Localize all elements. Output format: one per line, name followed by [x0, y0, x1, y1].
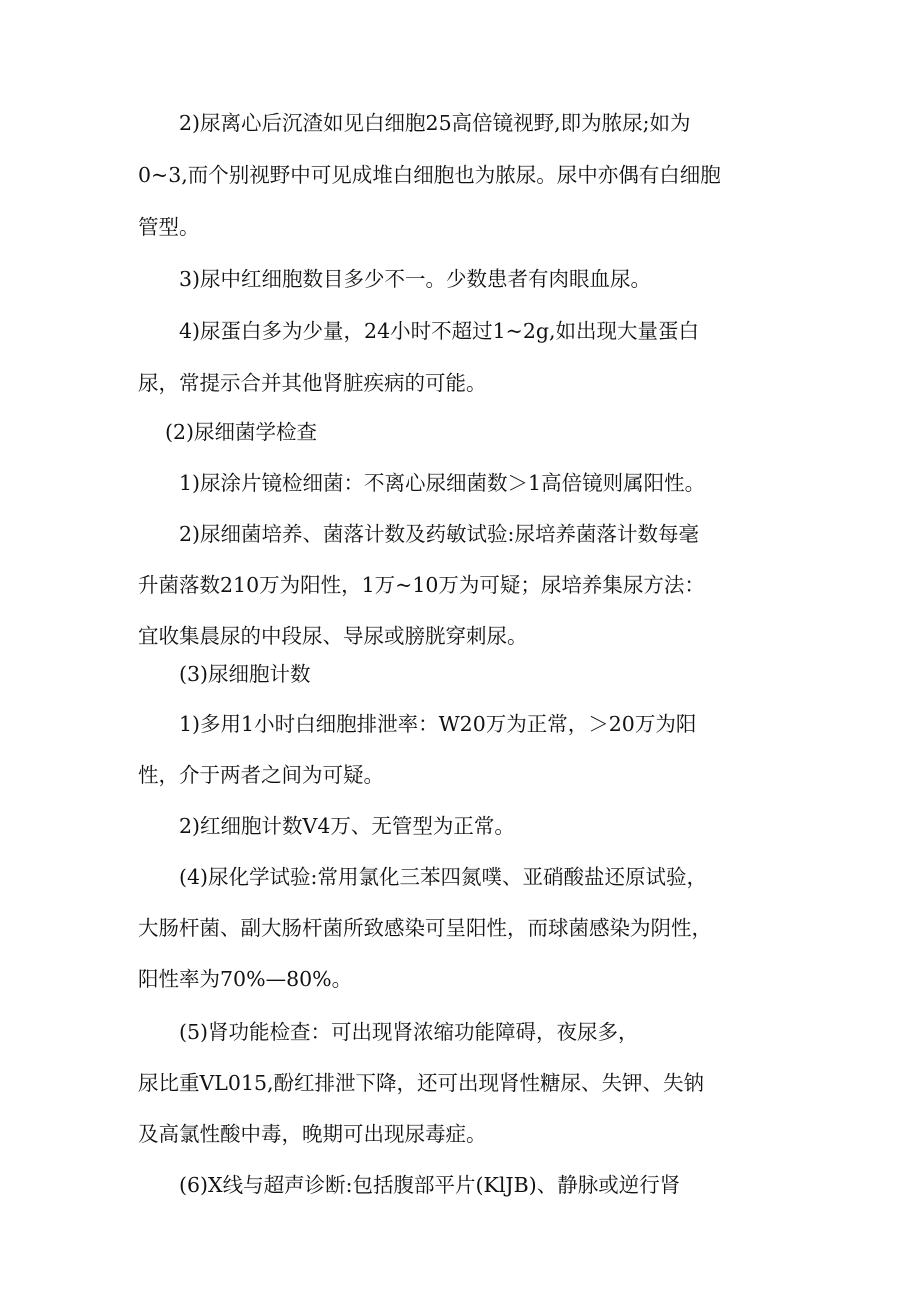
text-line: 升菌落数210万为阳性，1万~10万为可疑；尿培养集尿方法：: [138, 573, 705, 597]
text-line: 及高氯性酸中毒，晚期可出现尿毒症。: [138, 1122, 487, 1146]
section-heading: (3)尿细胞计数: [138, 662, 311, 686]
text-line: (5)肾功能检查：可出现肾浓缩功能障碍，夜尿多，: [138, 1020, 639, 1044]
text-line: 管型。: [138, 215, 200, 239]
text-line: 2)红细胞计数V4万、无管型为正常。: [138, 814, 515, 838]
text-line: 宜收集晨尿的中段尿、导尿或膀胱穿刺尿。: [138, 624, 528, 648]
text-line: 尿比重VL015,酚红排泄下降，还可出现肾性糖尿、失钾、失钠: [138, 1071, 705, 1095]
text-line: (4)尿化学试验:常用氯化三苯四氮噗、亚硝酸盐还原试验，: [138, 865, 707, 889]
text-line: 2)尿细菌培养、菌落计数及药敏试验:尿培养菌落计数每毫: [138, 522, 699, 546]
text-line: 性，介于两者之间为可疑。: [138, 763, 384, 787]
text-line: 3)尿中红细胞数目多少不一。少数患者有肉眼血尿。: [138, 267, 652, 291]
text-line: (6)X线与超声诊断:包括腹部平片(KlJB)、静脉或逆行肾: [138, 1173, 681, 1197]
text-line: 1)多用1小时白细胞排泄率：W20万为正常，＞20万为阳: [138, 712, 697, 736]
text-line: 1)尿涂片镜检细菌：不离心尿细菌数＞1高倍镜则属阳性。: [138, 471, 706, 495]
text-line: 2)尿离心后沉渣如见白细胞25高倍镜视野,即为脓尿;如为: [138, 111, 691, 135]
text-line: 尿，常提示合并其他肾脏疾病的可能。: [138, 371, 487, 395]
section-heading: (2)尿细菌学检查: [138, 420, 318, 444]
text-line: 阳性率为70%—80%。: [138, 967, 353, 991]
text-line: 0~3,而个别视野中可见成堆白细胞也为脓尿。尿中亦偶有白细胞: [138, 163, 721, 187]
text-line: 大肠杆菌、副大肠杆菌所致感染可呈阳性，而球菌感染为阴性，: [138, 916, 712, 940]
text-line: 4)尿蛋白多为少量，24小时不超过1~2g,如出现大量蛋白: [138, 319, 700, 343]
